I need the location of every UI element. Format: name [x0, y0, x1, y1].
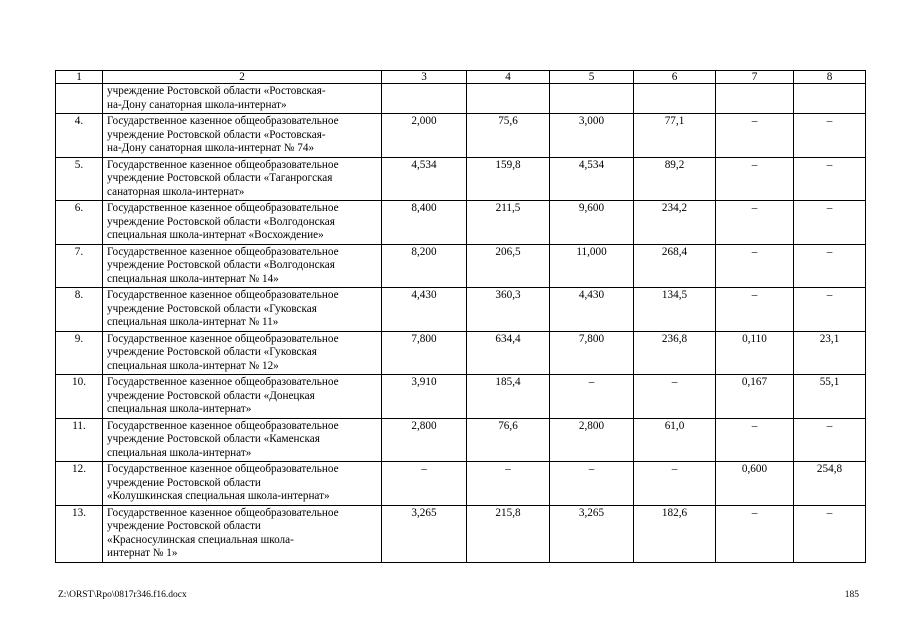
row-number-cell: 9.	[56, 331, 103, 375]
row-number-cell: 11.	[56, 418, 103, 462]
value-cell-col8: –	[794, 288, 866, 332]
value-cell-col6: 89,2	[634, 157, 716, 201]
column-header: 5	[550, 71, 634, 84]
footer-file-path: Z:\ORST\Rpo\0817r346.f16.docx	[58, 590, 187, 600]
value-cell-col6: –	[634, 375, 716, 419]
table-row	[56, 462, 866, 506]
value-cell-col5	[550, 84, 634, 114]
value-cell-col5: 9,600	[550, 201, 634, 245]
row-number-cell: 4.	[56, 114, 103, 158]
row-number-cell: 13.	[56, 505, 103, 562]
row-number-cell	[56, 84, 103, 114]
value-cell-col4: 211,5	[467, 201, 550, 245]
table-row	[56, 375, 866, 419]
value-cell-col5: 3,265	[550, 505, 634, 562]
value-cell-col8: –	[794, 157, 866, 201]
value-cell-col5: 4,430	[550, 288, 634, 332]
footer-page-number: 185	[844, 590, 859, 600]
value-cell-col8: –	[794, 244, 866, 288]
value-cell-col8	[794, 84, 866, 114]
value-cell-col5: 2,800	[550, 418, 634, 462]
column-header: 3	[382, 71, 467, 84]
value-cell-col3: 8,400	[382, 201, 467, 245]
value-cell-col7: –	[716, 201, 794, 245]
institution-name-cell: Государственное казенное общеобразовательное учреждение Ростовской области «Донецкая специальная школа-интернат»	[103, 375, 382, 419]
value-cell-col4: 185,4	[467, 375, 550, 419]
value-cell-col7: –	[716, 288, 794, 332]
value-cell-col6: 236,8	[634, 331, 716, 375]
table-row	[56, 114, 866, 158]
row-number-cell: 12.	[56, 462, 103, 506]
value-cell-col6: 268,4	[634, 244, 716, 288]
institution-name-cell: Государственное казенное общеобразовательное учреждение Ростовской области «Ростовская- на-Дону санаторная школа-интернат № 74»	[103, 114, 382, 158]
value-cell-col7: –	[716, 114, 794, 158]
value-cell-col5: –	[550, 375, 634, 419]
value-cell-col8: –	[794, 418, 866, 462]
institution-name-cell: Государственное казенное общеобразовательное учреждение Ростовской области «Колушкинская специальная школа-интернат»	[103, 462, 382, 506]
institution-name-cell: Государственное казенное общеобразовательное учреждение Ростовской области «Гуковская специальная школа-интернат № 11»	[103, 288, 382, 332]
row-number-cell: 6.	[56, 201, 103, 245]
value-cell-col4: –	[467, 462, 550, 506]
column-header: 4	[467, 71, 550, 84]
value-cell-col3: 3,265	[382, 505, 467, 562]
table-row	[56, 505, 866, 562]
value-cell-col4: 75,6	[467, 114, 550, 158]
table-body	[56, 84, 866, 563]
value-cell-col3	[382, 84, 467, 114]
value-cell-col3: –	[382, 462, 467, 506]
value-cell-col8: 55,1	[794, 375, 866, 419]
table-row	[56, 201, 866, 245]
table-row	[56, 331, 866, 375]
column-header: 8	[794, 71, 866, 84]
table-row	[56, 244, 866, 288]
column-header: 2	[103, 71, 382, 84]
value-cell-col7: 0,600	[716, 462, 794, 506]
value-cell-col3: 7,800	[382, 331, 467, 375]
value-cell-col6	[634, 84, 716, 114]
institution-name-cell: Государственное казенное общеобразовательное учреждение Ростовской области «Красносулинская специальная школа- интернат № 1»	[103, 505, 382, 562]
value-cell-col8: 23,1	[794, 331, 866, 375]
row-number-cell: 7.	[56, 244, 103, 288]
value-cell-col6: 234,2	[634, 201, 716, 245]
value-cell-col4: 215,8	[467, 505, 550, 562]
value-cell-col6: 134,5	[634, 288, 716, 332]
value-cell-col7: 0,110	[716, 331, 794, 375]
institution-name-cell: учреждение Ростовской области «Ростовская- на-Дону санаторная школа-интернат»	[103, 84, 382, 114]
value-cell-col6: –	[634, 462, 716, 506]
value-cell-col3: 2,000	[382, 114, 467, 158]
table-row	[56, 157, 866, 201]
column-header: 6	[634, 71, 716, 84]
row-number-cell: 10.	[56, 375, 103, 419]
value-cell-col4: 159,8	[467, 157, 550, 201]
value-cell-col3: 4,534	[382, 157, 467, 201]
value-cell-col8: 254,8	[794, 462, 866, 506]
value-cell-col5: 4,534	[550, 157, 634, 201]
value-cell-col7	[716, 84, 794, 114]
data-table	[55, 70, 866, 563]
value-cell-col6: 182,6	[634, 505, 716, 562]
column-header: 1	[56, 71, 103, 84]
row-number-cell: 8.	[56, 288, 103, 332]
row-number-cell: 5.	[56, 157, 103, 201]
value-cell-col4	[467, 84, 550, 114]
value-cell-col3: 3,910	[382, 375, 467, 419]
table-row	[56, 84, 866, 114]
value-cell-col7: –	[716, 244, 794, 288]
value-cell-col7: –	[716, 505, 794, 562]
value-cell-col5: –	[550, 462, 634, 506]
institution-name-cell: Государственное казенное общеобразовательное учреждение Ростовской области «Таганрогская санаторная школа-интернат»	[103, 157, 382, 201]
value-cell-col3: 8,200	[382, 244, 467, 288]
institution-name-cell: Государственное казенное общеобразовательное учреждение Ростовской области «Гуковская специальная школа-интернат № 12»	[103, 331, 382, 375]
value-cell-col6: 77,1	[634, 114, 716, 158]
value-cell-col4: 76,6	[467, 418, 550, 462]
value-cell-col4: 206,5	[467, 244, 550, 288]
value-cell-col3: 4,430	[382, 288, 467, 332]
value-cell-col6: 61,0	[634, 418, 716, 462]
table-row	[56, 418, 866, 462]
institution-name-cell: Государственное казенное общеобразовательное учреждение Ростовской области «Волгодонская специальная школа-интернат «Восхождение»	[103, 201, 382, 245]
value-cell-col4: 634,4	[467, 331, 550, 375]
value-cell-col8: –	[794, 201, 866, 245]
value-cell-col5: 3,000	[550, 114, 634, 158]
value-cell-col3: 2,800	[382, 418, 467, 462]
value-cell-col5: 7,800	[550, 331, 634, 375]
value-cell-col5: 11,000	[550, 244, 634, 288]
value-cell-col4: 360,3	[467, 288, 550, 332]
value-cell-col8: –	[794, 114, 866, 158]
value-cell-col7: –	[716, 418, 794, 462]
column-header: 7	[716, 71, 794, 84]
value-cell-col7: 0,167	[716, 375, 794, 419]
institution-name-cell: Государственное казенное общеобразовательное учреждение Ростовской области «Каменская специальная школа-интернат»	[103, 418, 382, 462]
institution-name-cell: Государственное казенное общеобразовательное учреждение Ростовской области «Волгодонская специальная школа-интернат № 14»	[103, 244, 382, 288]
table-row	[56, 288, 866, 332]
value-cell-col8: –	[794, 505, 866, 562]
table-header-row	[56, 71, 866, 84]
value-cell-col7: –	[716, 157, 794, 201]
